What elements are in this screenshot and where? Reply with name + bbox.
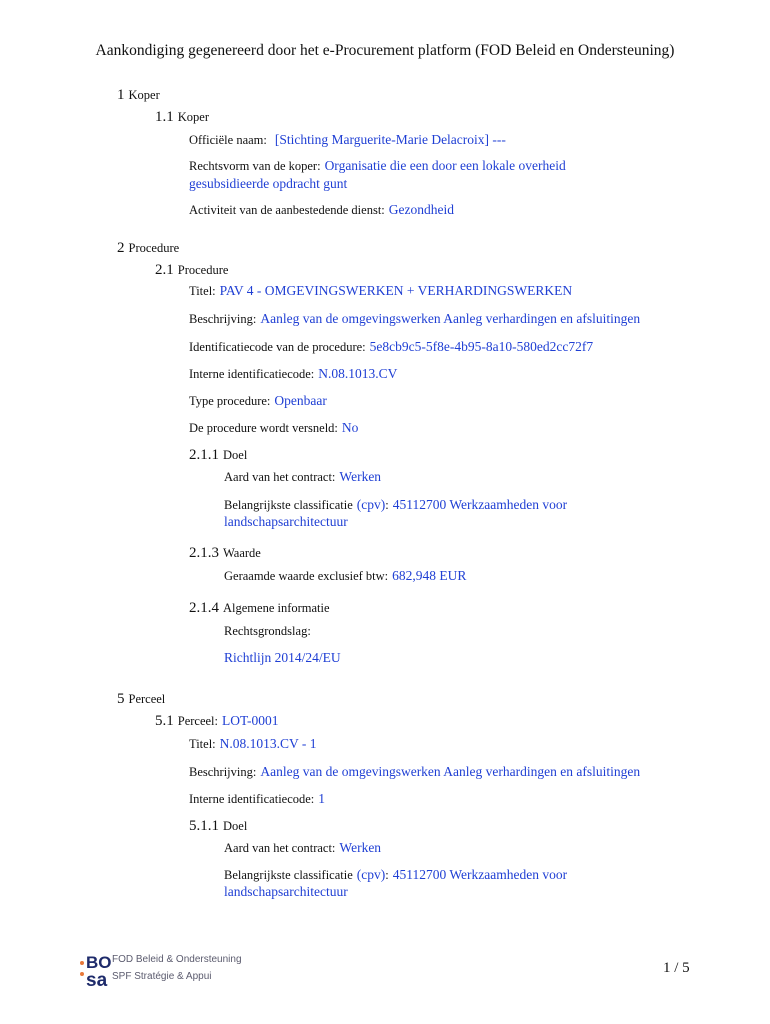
contract-type-row: Aard van het contract: Werken — [224, 469, 382, 484]
page-number: 1 / 5 — [663, 960, 690, 976]
logo-line-1: FOD Beleid & Ondersteuning — [112, 954, 242, 965]
logo-line-2: SPF Stratégie & Appui — [112, 971, 212, 982]
page-title: Aankondiging gegenereerd door het e-Procurement platform (FOD Beleid en Ondersteuning) — [95, 42, 675, 59]
lot-cpv-row-continued: landschapsarchitectuur — [224, 884, 348, 899]
internal-id-row: Interne identificatiecode: N.08.1013.CV — [189, 366, 398, 381]
cpv-row: Belangrijkste classificatie (cpv): 45112700 Werkzaamheden voor — [224, 497, 568, 512]
activity-row: Activiteit van de aanbestedende dienst: Gezondheid — [189, 202, 454, 217]
official-name-row: Officiële naam: [Stichting Marguerite-Marie Delacroix] --- — [189, 132, 506, 147]
bosa-logo — [80, 950, 242, 995]
legal-form-row-continued: gesubsidieerde opdracht gunt — [189, 176, 348, 191]
procedure-type-row: Type procedure: Openbaar — [189, 393, 327, 408]
estimated-value-row: Geraamde waarde exclusief btw: 682,948 EUR — [224, 568, 467, 583]
svg-text:BO: BO — [86, 953, 112, 972]
legal-basis-label: Rechtsgrondslag: — [224, 624, 311, 638]
lot-contract-type-row: Aard van het contract: Werken — [224, 840, 382, 855]
section-1-heading: 1 Koper — [117, 87, 160, 103]
section-1-1-heading: 1.1 Koper — [155, 109, 209, 125]
section-5-heading: 5 Perceel — [117, 691, 166, 707]
lot-cpv-row: Belangrijkste classificatie (cpv): 45112700 Werkzaamheden voor — [224, 867, 568, 882]
section-2-1-heading: 2.1 Procedure — [155, 262, 229, 278]
title-row: Titel: PAV 4 - OMGEVINGSWERKEN + VERHARDINGSWERKEN — [189, 283, 573, 298]
accelerated-row: De procedure wordt versneld: No — [189, 420, 359, 435]
section-5-1-heading: 5.1 Perceel: LOT-0001 — [155, 713, 279, 729]
lot-internal-id-row: Interne identificatiecode: 1 — [189, 791, 326, 806]
svg-text:sa: sa — [86, 970, 108, 990]
procedure-id-row: Identificatiecode van de procedure: 5e8cb9c5-5f8e-4b95-8a10-580ed2cc72f7 — [189, 339, 594, 354]
cpv-row-continued: landschapsarchitectuur — [224, 514, 348, 529]
section-2-1-4-heading: 2.1.4 Algemene informatie — [189, 600, 330, 616]
lot-title-row: Titel: N.08.1013.CV - 1 — [189, 736, 317, 751]
section-2-heading: 2 Procedure — [117, 240, 180, 256]
legal-form-row: Rechtsvorm van de koper: Organisatie die een door een lokale overheid — [189, 158, 566, 173]
section-5-1-1-heading: 5.1.1 Doel — [189, 818, 248, 834]
legal-basis-value: Richtlijn 2014/24/EU — [224, 650, 341, 665]
description-row: Beschrijving: Aanleg van de omgevingswerken Aanleg verhardingen en afsluitingen — [189, 311, 641, 326]
section-2-1-1-heading: 2.1.1 Doel — [189, 447, 248, 463]
section-2-1-3-heading: 2.1.3 Waarde — [189, 545, 261, 561]
lot-description-row: Beschrijving: Aanleg van de omgevingswerken Aanleg verhardingen en afsluitingen — [189, 764, 641, 779]
